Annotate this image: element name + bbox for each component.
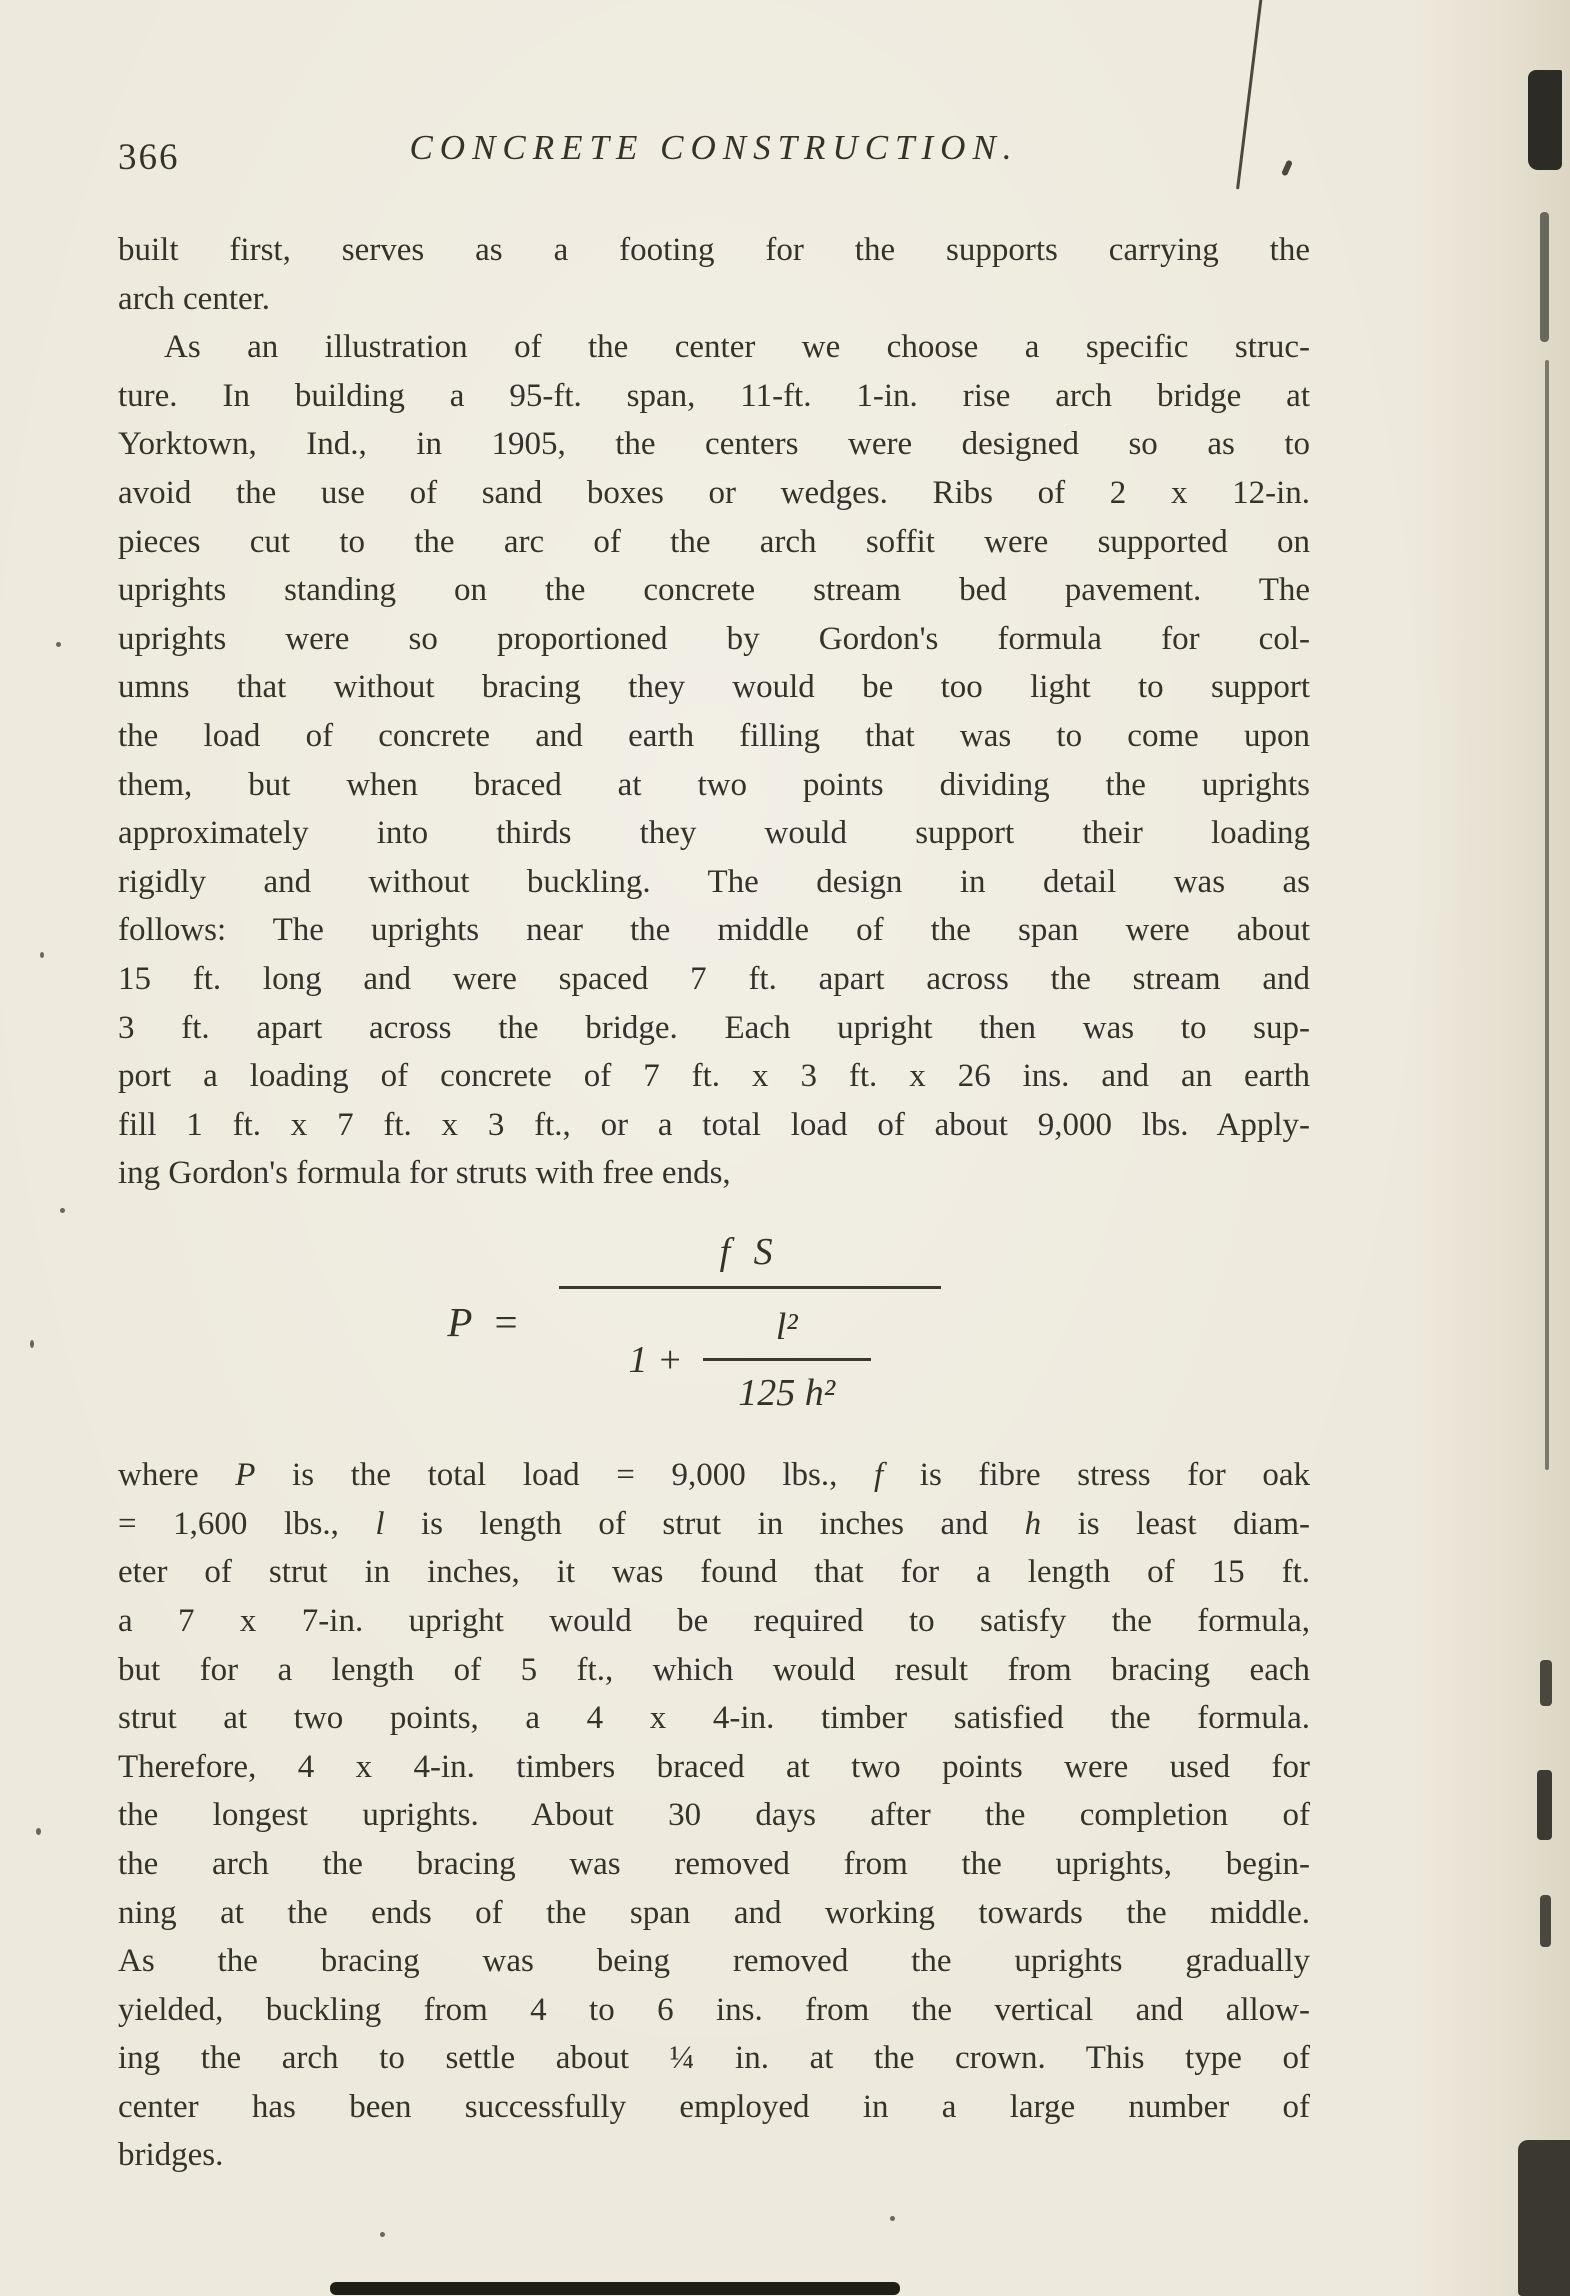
text-line: As an illustration of the center we choose a specific struc- — [164, 329, 1310, 366]
inner-fraction — [703, 1303, 871, 1417]
text-line: approximately into thirds they would support their loading — [118, 815, 1310, 852]
paragraph-3 — [118, 1451, 1310, 2180]
running-header: CONCRETE CONSTRUCTION. — [409, 128, 1019, 167]
inner-numerator: l² — [775, 1306, 798, 1349]
denominator-prefix: 1 + — [628, 1339, 683, 1382]
text-line: rigidly and without buckling. The design in detail was as — [118, 863, 1310, 900]
text-line: strut at two points, a 4 x 4-in. timber satisfied the formula. — [118, 1700, 1310, 1737]
text-line: = 1,600 lbs., l is length of strut in inches and h is least diam- — [118, 1505, 1310, 1542]
text-line: Therefore, 4 x 4-in. timbers braced at two points were used for — [118, 1748, 1310, 1785]
inner-fraction-bar — [703, 1358, 871, 1361]
page-number: 366 — [118, 137, 180, 178]
scan-speck — [890, 2216, 895, 2221]
text-line: follows: The uprights near the middle of the span were about — [118, 912, 1310, 949]
text-line: pieces cut to the arc of the arch soffit were supported on — [118, 523, 1310, 560]
text-line: ture. In building a 95-ft. span, 11-ft. 1-in. rise arch bridge at — [118, 377, 1310, 414]
text-block — [118, 226, 1310, 2180]
text-line: built first, serves as a footing for the supports carrying the — [118, 232, 1310, 268]
text-line: As the bracing was being removed the uprights gradually — [118, 1943, 1310, 1980]
text-line: but for a length of 5 ft., which would result from bracing each — [118, 1651, 1310, 1688]
scan-speck — [36, 1828, 41, 1835]
text-line: yielded, buckling from 4 to 6 ins. from the vertical and allow- — [118, 1991, 1310, 2028]
page-edge-line — [1545, 360, 1549, 1470]
text-line: ning at the ends of the span and working towards the middle. — [118, 1894, 1310, 1931]
scan-artifact — [1540, 212, 1549, 342]
text-line: uprights standing on the concrete stream bed pavement. The — [118, 572, 1310, 609]
page-header — [118, 128, 1310, 188]
text-line: bridges. — [118, 2137, 224, 2174]
formula-fraction — [559, 1228, 941, 1417]
paragraph-1 — [118, 226, 1310, 323]
text-line: ing the arch to settle about ¼ in. at the crown. This type of — [118, 2040, 1310, 2077]
scan-artifact — [1528, 70, 1562, 170]
scan-speck — [56, 642, 61, 647]
text-line: the load of concrete and earth filling that was to come upon — [118, 717, 1310, 754]
scan-artifact — [1540, 1895, 1551, 1947]
text-line: where P is the total load = 9,000 lbs., f is fibre stress for oak — [118, 1457, 1310, 1494]
paragraph-2 — [118, 323, 1310, 1198]
binding-shadow — [1518, 2140, 1570, 2296]
scan-speck — [60, 1208, 65, 1213]
text-line: 3 ft. apart across the bridge. Each upright then was to sup- — [118, 1009, 1310, 1046]
text-line: 15 ft. long and were spaced 7 ft. apart across the stream and — [118, 960, 1310, 997]
text-line: port a loading of concrete of 7 ft. x 3 ft. x 26 ins. and an earth — [118, 1058, 1310, 1095]
scan-artifact — [1540, 1660, 1552, 1706]
text-line: the longest uprights. About 30 days after the completion of — [118, 1797, 1310, 1834]
scan-speck — [30, 1340, 34, 1348]
text-line: them, but when braced at two points dividing the uprights — [118, 766, 1310, 803]
text-line: the arch the bracing was removed from the uprights, begin- — [118, 1845, 1310, 1882]
scan-artifact — [1537, 1770, 1552, 1840]
text-line: center has been successfully employed in a large number of — [118, 2088, 1310, 2125]
text-line: fill 1 ft. x 7 ft. x 3 ft., or a total load of about 9,000 lbs. Apply- — [118, 1106, 1310, 1143]
formula-denominator — [629, 1303, 871, 1417]
text-line: arch center. — [118, 280, 271, 317]
inner-denominator: 125 h² — [738, 1371, 836, 1414]
text-line: umns that without bracing they would be too light to support — [118, 669, 1310, 706]
fraction-bar — [559, 1286, 941, 1289]
binding-shadow — [330, 2282, 900, 2295]
formula-lhs: P = — [447, 1299, 525, 1346]
text-line: uprights were so proportioned by Gordon's formula for col- — [118, 620, 1310, 657]
text-line: ing Gordon's formula for struts with free ends, — [118, 1155, 731, 1192]
formula-numerator: f S — [719, 1230, 780, 1273]
text-line: eter of strut in inches, it was found that for a length of 15 ft. — [118, 1554, 1310, 1591]
text-line: avoid the use of sand boxes or wedges. Ribs of 2 x 12-in. — [118, 474, 1310, 511]
scan-speck — [40, 952, 44, 958]
gordon-formula — [118, 1228, 1270, 1417]
text-line: a 7 x 7-in. upright would be required to satisfy the formula, — [118, 1602, 1310, 1639]
text-line: Yorktown, Ind., in 1905, the centers were designed so as to — [118, 426, 1310, 463]
scan-speck — [380, 2232, 385, 2237]
